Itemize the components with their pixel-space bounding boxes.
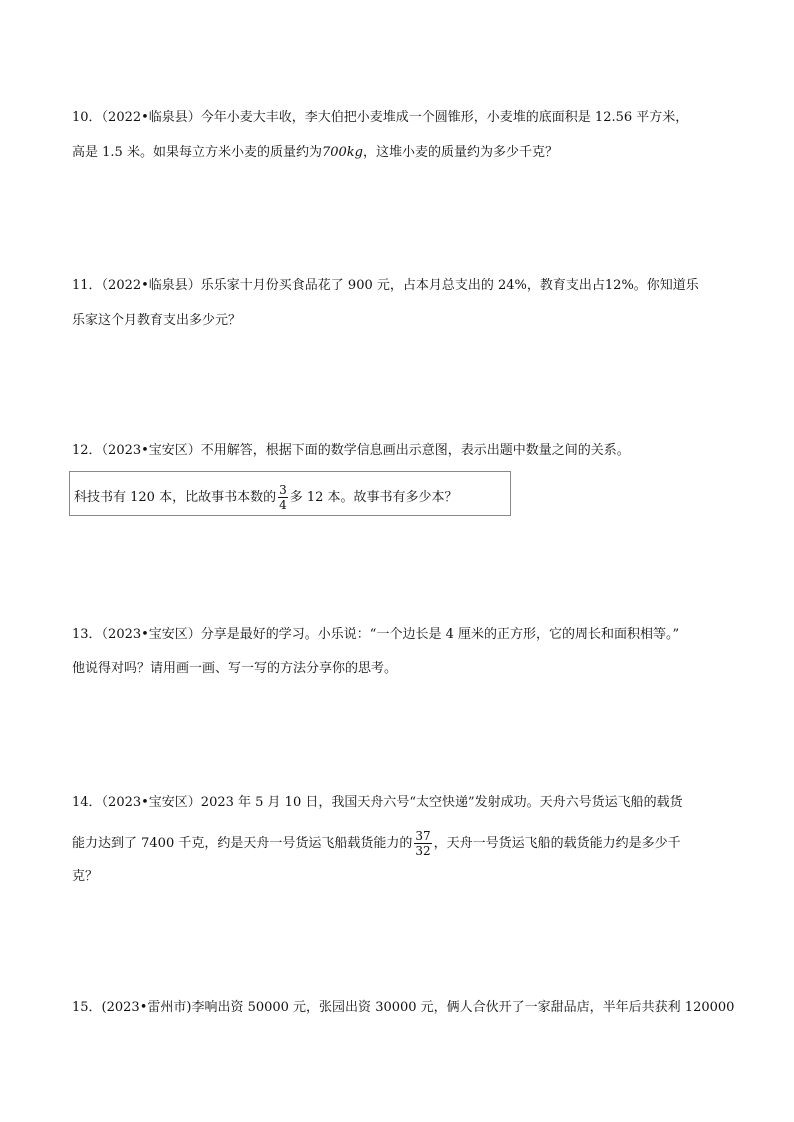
question-12-box-text-b: 多 12 本。故事书有多少本？ <box>289 490 458 505</box>
question-14-text-b: ，天舟一号货运飞船的载货能力约是多少千 <box>433 836 681 851</box>
question-10-unit: kg <box>346 145 363 160</box>
question-12-fraction-denominator: 4 <box>279 498 287 512</box>
question-12-fraction-numerator: 3 <box>279 483 287 497</box>
question-10-text-a: 高是 1.5 米。如果每立方米小麦的质量约为 <box>72 145 322 160</box>
question-14-fraction <box>414 829 431 858</box>
question-14-line-2 <box>72 829 681 858</box>
question-12-fraction <box>278 483 288 512</box>
question-12-line-1: 12．（2023•宝安区）不用解答，根据下面的数学信息画出示意图，表示出题中数量之间的关系。 <box>72 443 630 458</box>
question-11-line-1: 11．（2022•临泉县）乐乐家十月份买食品花了 900 元，占本月总支出的 24%，教育支出占12%。你知道乐 <box>72 278 699 293</box>
question-12-box-text <box>74 483 458 512</box>
question-14-line-1: 14．（2023•宝安区）2023 年 5 月 10 日，我国天舟六号“太空快递”发射成功。天舟六号货运飞船的载货 <box>72 795 683 810</box>
question-12-info-box <box>69 471 511 516</box>
question-15-line-1: 15．(2023•雷州市)李响出资 50000 元，张园出资 30000 元，俩人合伙开了一家甜品店，半年后共获利 120000 <box>72 1000 735 1015</box>
question-12-box-text-a: 科技书有 120 本，比故事书本数的 <box>74 490 277 505</box>
question-13-line-2: 他说得对吗？请用画一画、写一写的方法分享你的思考。 <box>72 661 398 676</box>
question-10-line-2 <box>72 143 558 163</box>
question-14-fraction-denominator: 32 <box>415 844 431 858</box>
question-14-fraction-numerator: 37 <box>415 829 431 843</box>
question-10-mass: 700 <box>321 145 347 160</box>
question-11-line-2: 乐家这个月教育支出多少元？ <box>72 313 242 328</box>
question-13-line-1: 13．（2023•宝安区）分享是最好的学习。小乐说：“一个边长是 4 厘米的正方形，它的周长和面积相等。” <box>72 627 680 642</box>
question-14-line-3: 克？ <box>72 869 99 884</box>
question-10-line-1: 10．（2022•临泉县）今年小麦大丰收，李大伯把小麦堆成一个圆锥形，小麦堆的底面积是 12.56 平方米， <box>72 110 689 125</box>
question-10-text-b: ，这堆小麦的质量约为多少千克？ <box>362 145 558 160</box>
question-14-text-a: 能力达到了 7400 千克，约是天舟一号货运飞船载货能力的 <box>72 836 413 851</box>
